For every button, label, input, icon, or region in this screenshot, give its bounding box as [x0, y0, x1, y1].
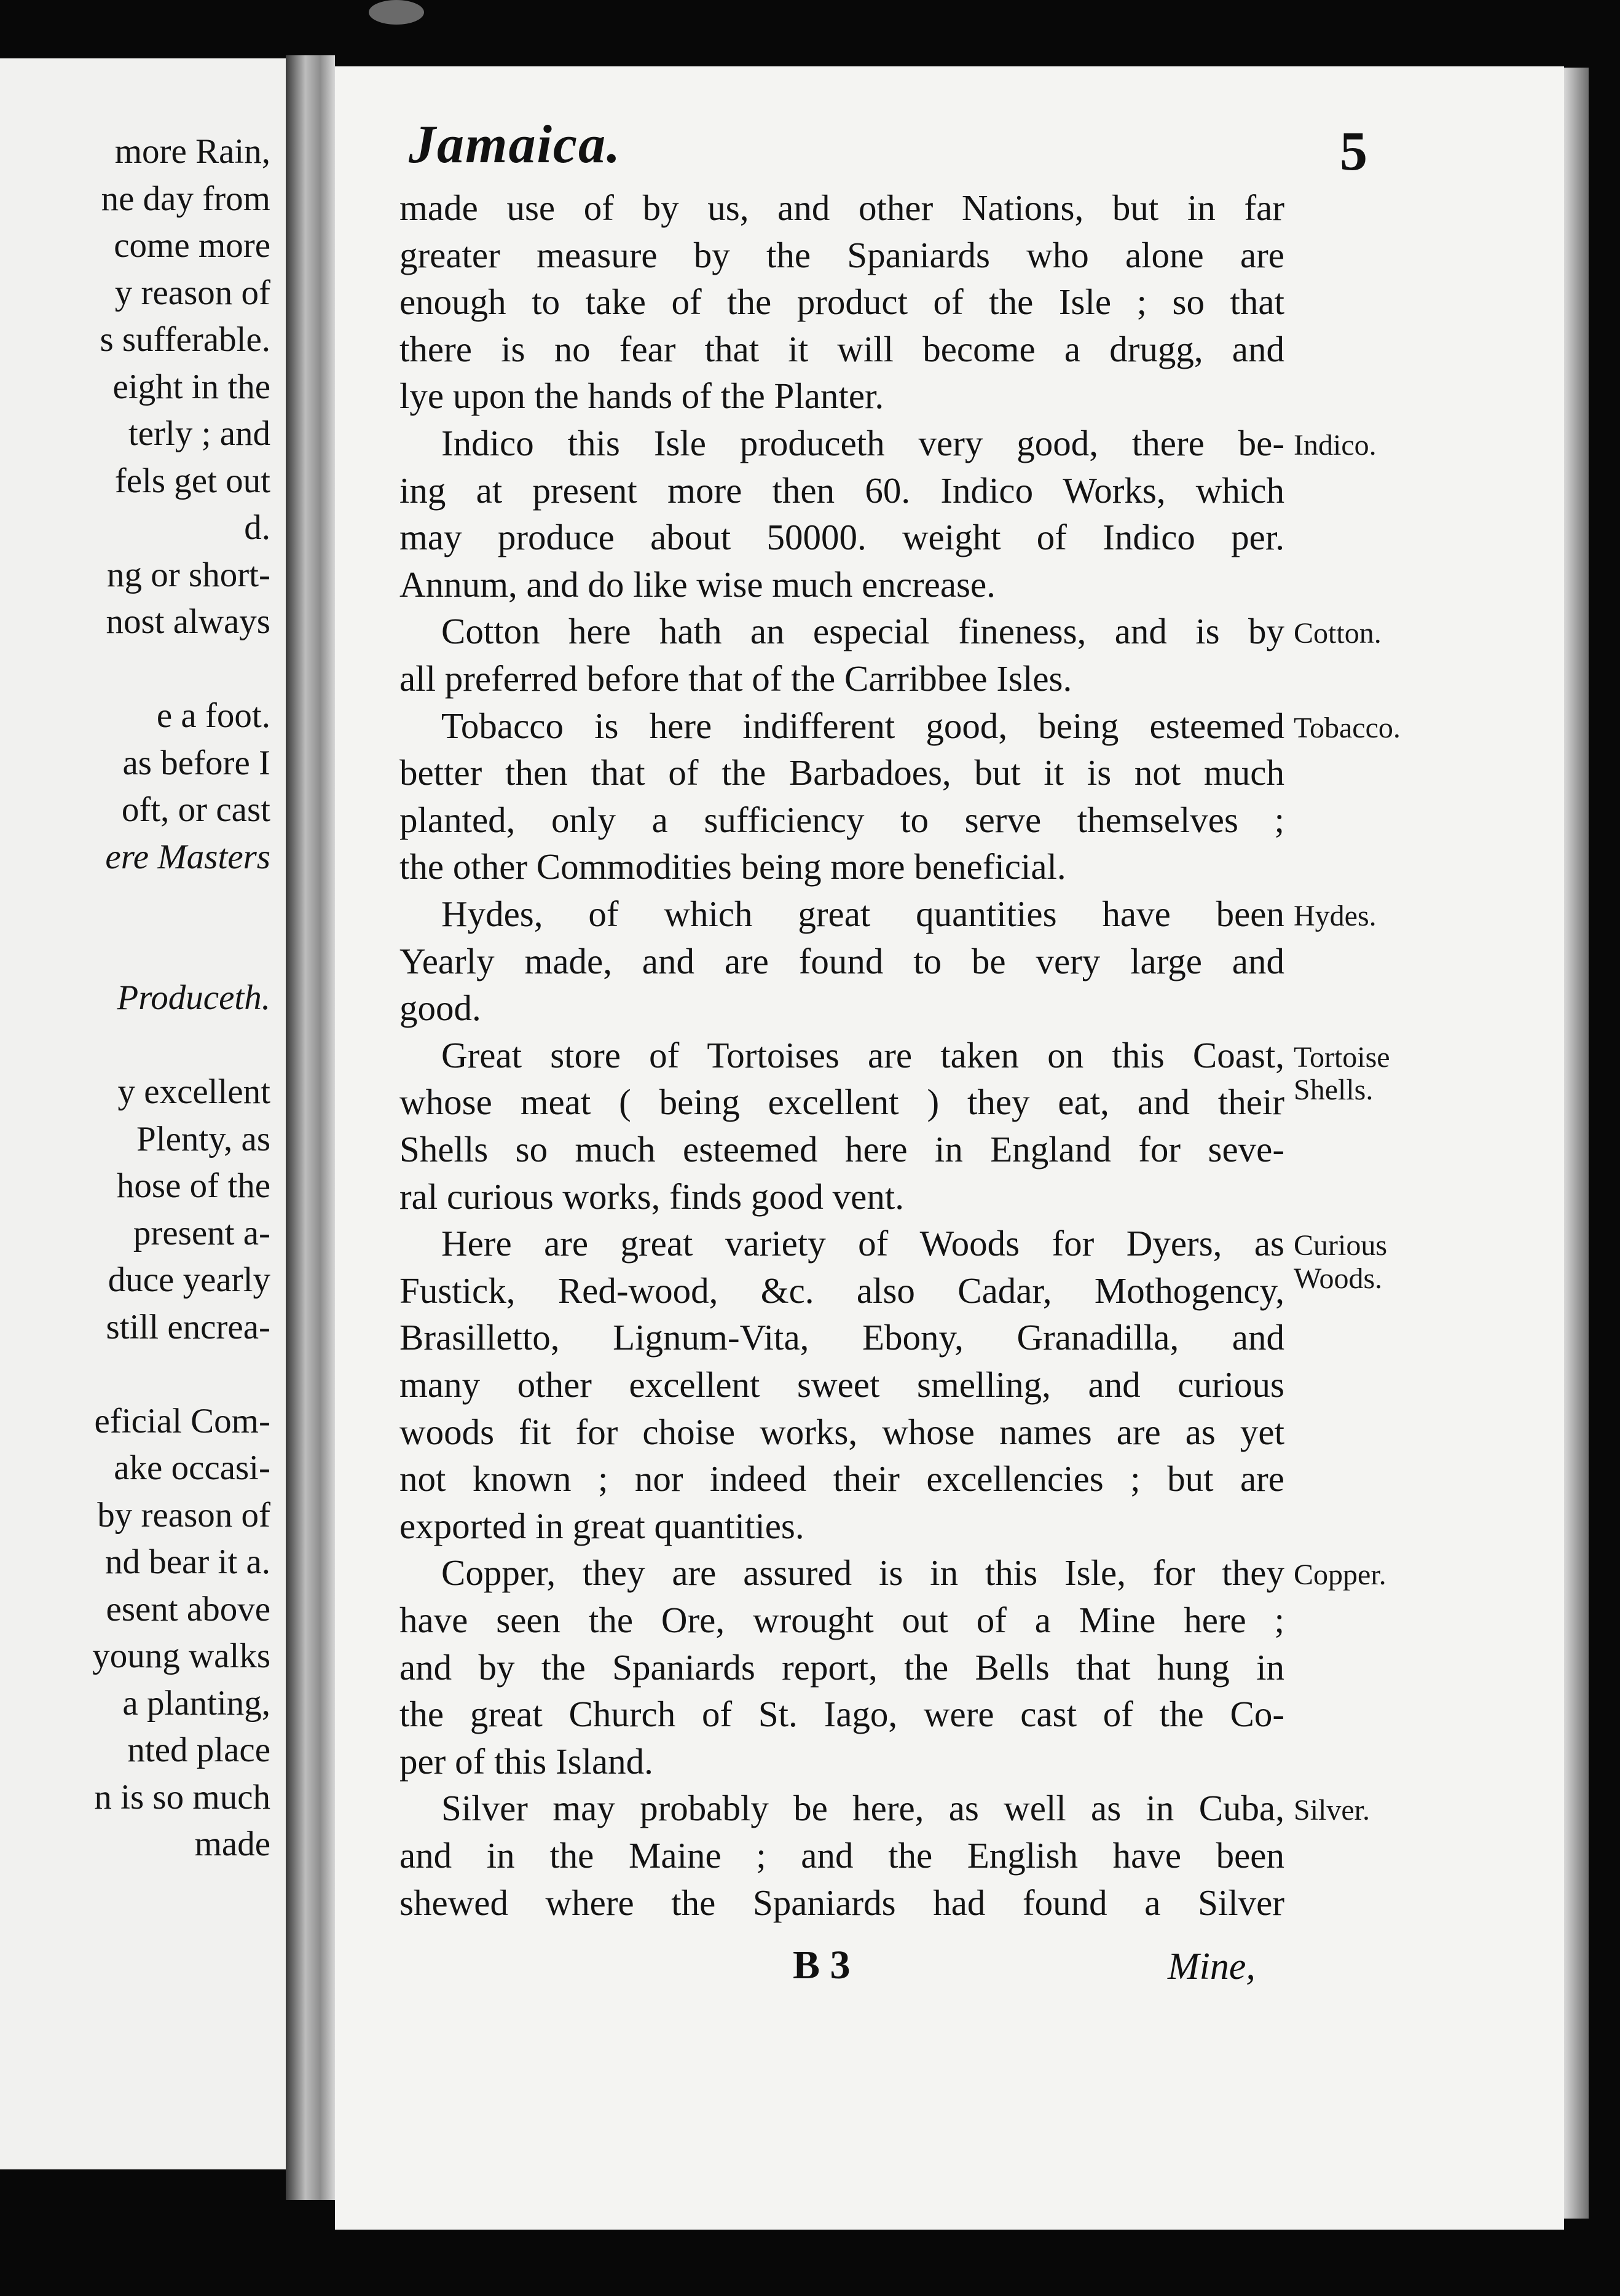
margin-note: Indico.	[1294, 429, 1377, 462]
body-line: all preferred before that of the Carribbee Isles.	[399, 658, 1072, 699]
left-page-line: duce yearly	[108, 1260, 270, 1299]
body-line: there is no fear that it will become a drugg, and	[399, 328, 1284, 369]
body-line: not known ; nor indeed their excellencies ; but are	[399, 1458, 1284, 1500]
left-page-line: present a-	[133, 1213, 270, 1252]
left-page-line: eight in the	[112, 367, 270, 406]
left-page-line: oft, or cast	[121, 790, 270, 829]
left-page-line: fels get out	[114, 461, 270, 500]
margin-note: Woods.	[1294, 1262, 1383, 1295]
body-line: have seen the Ore, wrought out of a Mine here ;	[399, 1600, 1284, 1640]
margin-note: Tortoise	[1294, 1040, 1390, 1074]
left-page-line: d.	[244, 508, 270, 547]
body-line: better then that of the Barbadoes, but it is not much	[399, 752, 1284, 793]
page-number: 5	[1340, 121, 1367, 182]
body-line: Hydes, of which great quantities have been	[441, 894, 1284, 934]
body-line: planted, only a sufficiency to serve themselves ;	[399, 799, 1284, 840]
left-page-line: y excellent	[117, 1072, 270, 1111]
margin-note: Cotton.	[1294, 617, 1382, 650]
catchword: Mine,	[1168, 1946, 1256, 1987]
margin-note: Hydes.	[1294, 900, 1377, 932]
left-page-line: more Rain,	[114, 132, 270, 171]
signature-mark: B 3	[793, 1943, 851, 1987]
body-line: Indico this Isle produceth very good, there be-	[441, 423, 1284, 463]
left-page-line: eficial Com-	[94, 1401, 270, 1441]
body-line: the other Commodities being more beneficial.	[399, 846, 1066, 887]
left-page-line: esent above	[106, 1589, 270, 1629]
body-line: and in the Maine ; and the English have been	[399, 1835, 1284, 1876]
margin-note: Curious	[1294, 1229, 1388, 1262]
body-line: Silver may probably be here, as well as in Cuba,	[441, 1788, 1284, 1829]
body-line: Yearly made, and are found to be very large and	[399, 940, 1284, 981]
body-line: and by the Spaniards report, the Bells that hung in	[399, 1646, 1284, 1688]
left-page-line: as before I	[122, 743, 270, 782]
left-page-line: hose of the	[116, 1166, 270, 1205]
body-line: Annum, and do like wise much encrease.	[399, 564, 996, 605]
left-page-line: ere Masters	[105, 837, 270, 876]
body-line: made use of by us, and other Nations, but in far	[399, 187, 1284, 228]
left-page-line: made	[194, 1825, 270, 1863]
left-page-line: s sufferable.	[100, 320, 270, 359]
body-line: may produce about 50000. weight of Indico per.	[399, 517, 1284, 558]
margin-note: Silver.	[1294, 1794, 1370, 1827]
body-line: ral curious works, finds good vent.	[399, 1176, 904, 1217]
left-page-line: young walks	[92, 1637, 270, 1675]
body-line: Tobacco is here indifferent good, being esteemed	[441, 705, 1284, 746]
body-line: enough to take of the product of the Isle ; so that	[399, 281, 1284, 323]
body-line: whose meat ( being excellent ) they eat, and their	[399, 1082, 1284, 1123]
body-line: Copper, they are assured is in this Isle, for they	[441, 1552, 1284, 1594]
body-line: many other excellent sweet smelling, and curious	[399, 1364, 1284, 1405]
margin-note: Tobacco.	[1294, 711, 1401, 744]
margin-note: Copper.	[1294, 1559, 1386, 1592]
left-page-line: nd bear it a.	[104, 1543, 270, 1581]
body-line: good.	[399, 988, 481, 1029]
left-page-line: ng or short-	[107, 555, 270, 594]
left-page-line: terly ; and	[128, 414, 270, 453]
book-gutter	[286, 55, 335, 2200]
body-line: exported in great quantities.	[399, 1505, 804, 1546]
margin-note: Shells.	[1294, 1074, 1374, 1107]
left-page-line: by reason of	[97, 1495, 270, 1535]
body-line: per of this Island.	[399, 1740, 653, 1782]
left-page-fragment	[0, 58, 286, 2169]
running-head: Jamaica.	[409, 115, 621, 175]
page-edge-shadow	[1564, 68, 1589, 2219]
body-line: shewed where the Spaniards had found a Silver	[399, 1882, 1284, 1923]
body-line: Brasilletto, Lignum-Vita, Ebony, Granadilla, and	[399, 1317, 1284, 1358]
left-page-line: nost always	[106, 602, 270, 641]
body-line: Here are great variety of Woods for Dyers, as	[441, 1223, 1284, 1264]
body-line: the great Church of St. Iago, were cast of the Co-	[399, 1694, 1284, 1735]
body-line: greater measure by the Spaniards who alone are	[399, 234, 1284, 275]
left-page-line: nted place	[127, 1731, 270, 1769]
left-page-line: come more	[114, 226, 270, 265]
left-page-line: still encrea-	[106, 1307, 270, 1347]
body-line: Fustick, Red-wood, &c. also Cadar, Mothogency,	[399, 1270, 1284, 1311]
body-line: ing at present more then 60. Indico Works, which	[399, 470, 1284, 511]
body-line: lye upon the hands of the Planter.	[399, 375, 884, 417]
body-line: woods fit for choise works, whose names are as yet	[399, 1411, 1284, 1452]
left-page-line: Produceth.	[117, 978, 270, 1017]
left-page-line: a planting,	[122, 1683, 270, 1723]
left-page-line: ake occasi-	[114, 1449, 270, 1487]
body-line: Shells so much esteemed here in England for seve-	[399, 1129, 1284, 1170]
left-page-line: e a foot.	[156, 696, 270, 735]
left-page-line: y reason of	[114, 273, 270, 312]
left-page-line: n is so much	[94, 1777, 270, 1817]
body-line: Great store of Tortoises are taken on this Coast,	[441, 1034, 1284, 1075]
left-page-line: ne day from	[101, 179, 270, 218]
left-page-line: Plenty, as	[136, 1119, 270, 1158]
body-line: Cotton here hath an especial fineness, and is by	[441, 611, 1284, 652]
ink-smudge	[369, 0, 424, 25]
